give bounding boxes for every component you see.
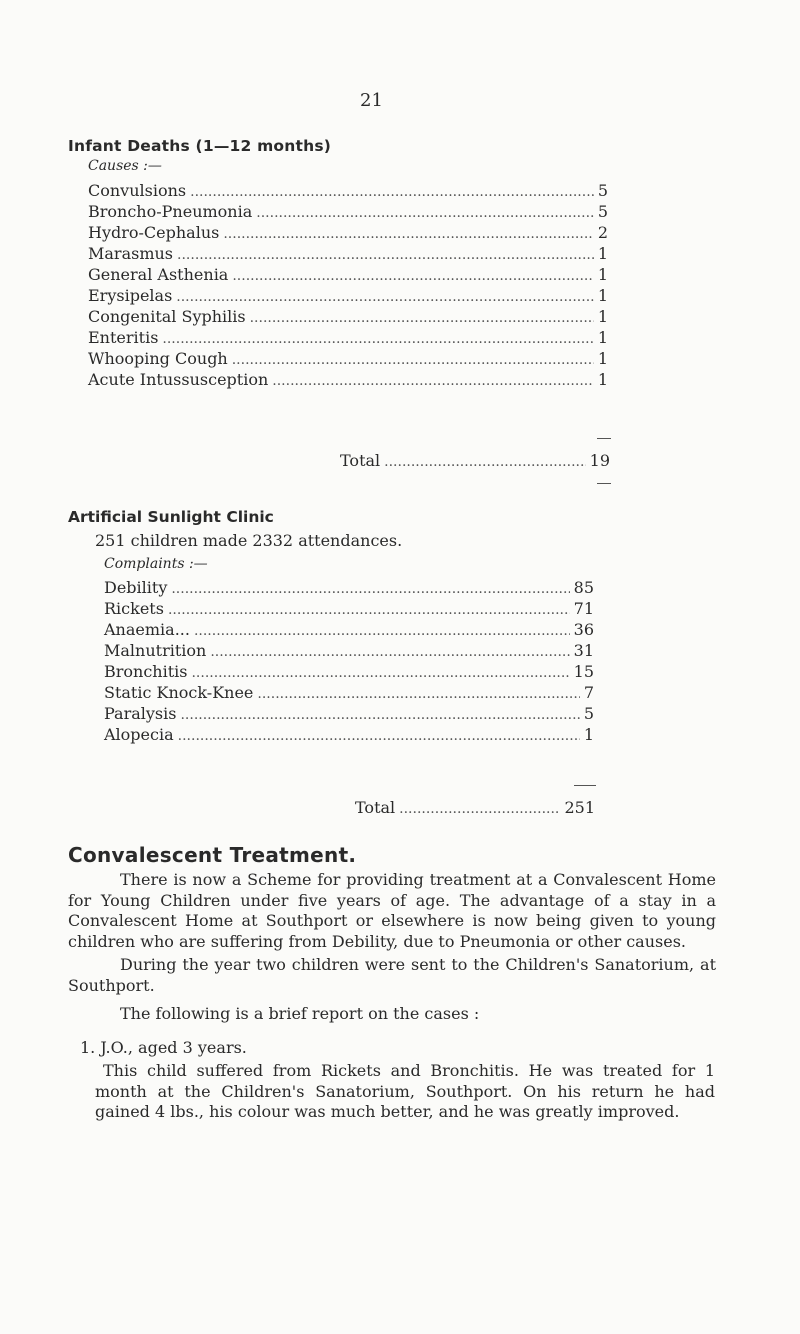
total-label: Total	[340, 451, 381, 470]
cause-count: 1	[597, 370, 608, 389]
complaint-count: 36	[573, 620, 594, 639]
total-rule-bottom	[597, 483, 611, 484]
sunlight-total-row	[355, 797, 595, 818]
list-item	[104, 703, 594, 724]
complaint-count: 31	[573, 641, 594, 660]
causes-label: Causes :—	[88, 158, 162, 174]
complaint-count: 7	[583, 683, 594, 702]
convalescent-paragraph-1	[68, 870, 716, 952]
complaint-name: Alopecia	[104, 725, 174, 744]
sunlight-intro: 251 children made 2332 attendances.	[95, 531, 403, 550]
list-item	[88, 285, 608, 306]
cause-name: Acute Intussusception	[88, 370, 269, 389]
list-item	[104, 724, 594, 745]
convalescent-heading: Convalescent Treatment.	[68, 843, 357, 867]
complaint-name: Rickets	[104, 599, 164, 618]
list-item	[88, 201, 608, 222]
cause-count: 2	[597, 223, 608, 242]
list-item	[88, 306, 608, 327]
dot-leader	[250, 308, 594, 329]
sunlight-clinic-heading: Artificial Sunlight Clinic	[68, 508, 274, 526]
cause-count: 1	[597, 286, 608, 305]
dot-leader	[180, 705, 579, 726]
total-rule-top	[597, 438, 611, 439]
cause-name: General Asthenia	[88, 265, 229, 284]
list-item	[104, 577, 594, 598]
complaint-count: 15	[573, 662, 594, 681]
complaint-name: Bronchitis	[104, 662, 188, 681]
cause-name: Marasmus	[88, 244, 174, 263]
complaint-name: Static Knock-Knee	[104, 683, 254, 702]
list-item	[88, 264, 608, 285]
list-item	[104, 682, 594, 703]
list-item	[88, 327, 608, 348]
cause-count: 1	[597, 265, 608, 284]
convalescent-paragraph-3	[68, 1004, 716, 1025]
dot-leader	[176, 287, 594, 308]
dot-leader	[194, 621, 570, 642]
dot-leader	[178, 726, 580, 747]
complaint-name: Paralysis	[104, 704, 177, 723]
list-item	[104, 661, 594, 682]
cause-count: 1	[597, 307, 608, 326]
dot-leader	[191, 663, 569, 684]
cause-name: Erysipelas	[88, 286, 173, 305]
list-item	[88, 243, 608, 264]
complaint-name: Anaemia...	[104, 620, 190, 639]
cause-name: Congenital Syphilis	[88, 307, 246, 326]
total-value: 19	[589, 451, 610, 470]
list-item	[104, 619, 594, 640]
complaints-label: Complaints :—	[104, 556, 208, 572]
list-item	[104, 598, 594, 619]
cause-name: Whooping Cough	[88, 349, 228, 368]
dot-leader	[223, 224, 593, 245]
paragraph-text: There is now a Scheme for providing treatment at a Convalescent Home for Young Children under five years of age. The advantage of a stay in a Convalescent Home at Southport or elsewhere is now being given to young children who are suffering from Debility, due to Pneumonia or other causes.	[68, 870, 716, 951]
total-rule-top	[574, 785, 596, 786]
cause-name: Enteritis	[88, 328, 159, 347]
paragraph-text: During the year two children were sent to the Children's Sanatorium, at Southport.	[68, 955, 716, 995]
dot-leader	[210, 642, 569, 663]
list-item	[88, 180, 608, 201]
complaint-count: 71	[573, 599, 594, 618]
cause-count: 5	[597, 202, 608, 221]
page-number: 21	[360, 90, 383, 111]
dot-leader	[257, 684, 579, 705]
cause-count: 1	[597, 244, 608, 263]
dot-leader	[232, 266, 593, 287]
infant-deaths-heading: Infant Deaths (1—12 months)	[68, 137, 332, 155]
dot-leader	[256, 203, 594, 224]
cause-count: 1	[597, 328, 608, 347]
dot-leader	[162, 329, 593, 350]
list-item	[88, 222, 608, 243]
complaint-name: Malnutrition	[104, 641, 207, 660]
total-value: 251	[564, 798, 595, 817]
case-1-title: 1. J.O., aged 3 years.	[80, 1038, 247, 1057]
total-label: Total	[355, 798, 396, 817]
dot-leader	[399, 799, 560, 820]
cause-count: 1	[597, 349, 608, 368]
dot-leader	[384, 452, 585, 473]
cause-name: Hydro-Cephalus	[88, 223, 220, 242]
list-item	[104, 640, 594, 661]
complaint-name: Debility	[104, 578, 168, 597]
infant-total-row	[340, 450, 610, 471]
dot-leader	[190, 182, 594, 203]
cause-name: Broncho-Pneumonia	[88, 202, 253, 221]
complaint-count: 1	[583, 725, 594, 744]
list-item	[88, 369, 608, 390]
complaint-count: 85	[573, 578, 594, 597]
paragraph-text: The following is a brief report on the cases :	[120, 1004, 480, 1023]
cause-count: 5	[597, 181, 608, 200]
dot-leader	[272, 371, 594, 392]
paragraph-text: This child suffered from Rickets and Bronchitis. He was treated for 1 month at the Children's Sanatorium, Southport. On his return he had gained 4 lbs., his colour was much better, and he was greatly improved.	[95, 1061, 715, 1121]
dot-leader	[168, 600, 570, 621]
dot-leader	[232, 350, 594, 371]
convalescent-paragraph-2	[68, 955, 716, 996]
complaint-count: 5	[583, 704, 594, 723]
list-item	[88, 348, 608, 369]
dot-leader	[177, 245, 594, 266]
cause-name: Convulsions	[88, 181, 187, 200]
case-1-text	[95, 1061, 715, 1123]
dot-leader	[171, 579, 569, 600]
